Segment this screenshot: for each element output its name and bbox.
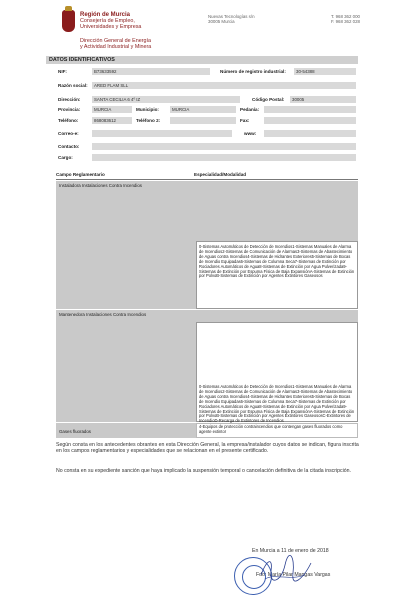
signature-date: En Murcia a 11 de enero de 2018 (252, 548, 329, 554)
header-phone: T. 968 362 000 (330, 14, 360, 19)
table-row-campo (56, 181, 196, 309)
org-line2: Consejería de Empleo, (80, 18, 135, 25)
region-murcia-crest-icon (62, 10, 75, 32)
campo-cell: Instaladora Instalaciones Contra Incendios (59, 183, 142, 188)
pedania-value (264, 106, 356, 113)
cp-label: Código Postal: (252, 97, 285, 102)
org-block (80, 12, 190, 31)
telefono2-value (170, 117, 236, 124)
telefono2-label: Teléfono 2: (136, 118, 161, 123)
fax-label: Fax: (240, 118, 250, 123)
www-label: www: (244, 131, 257, 136)
razon-value: ARED FLAM SLL (92, 82, 356, 89)
reg-label: Número de registro industrial: (220, 69, 286, 74)
provincia-label: Provincia: (58, 107, 81, 112)
address-block (208, 14, 288, 24)
especialidad-cell: 0-Sistemas Automáticos de Detección de Incendios1-Sistemas Manuales de Alarma de Incendios2-Sistemas de Comunicación de Alarmas3-Sistemas de Abastecimiento de Aguas contra Incendios4-Sistemas de Hidrantes Exteriores5-Sistemas de Bocas de Incendio Equipadas6-Sistemas de Columna Seca7-Sistemas de Extinción por Rociadores Automáticos de Agua8-Sistemas de Extinción por Agua Pulverizada9-Sistemas de Extinción por Espuma Física de Baja ExpansiónA-Sistemas de Extinción por PolvoB-Sistemas de Extinción por Agentes Extintores Gaseosos (196, 241, 358, 309)
sanction-paragraph: No consta en su expediente sanción que haya implicado la suspensión temporal o cancelación definitiva de la citada inscripción. (56, 468, 352, 474)
signature-signer: Fdo: María Pilar Mangas Vargas (256, 572, 331, 578)
razon-label: Razón social: (58, 83, 88, 88)
dg-line1: Dirección General de Energía (80, 38, 152, 44)
org-title: Región de Murcia (80, 12, 131, 18)
address-line2: 30005 Murcia (208, 19, 235, 25)
campo-cell: Gases fluorados (59, 429, 91, 434)
direccion-value: SANTA CECILIA 6 4º IZ (92, 96, 240, 103)
telefono-value: 868083612 (92, 117, 132, 124)
nif-value: B73633592 (92, 68, 210, 75)
cargo-label: Cargo: (58, 155, 73, 160)
especialidad-cell: 4-Equipos de protección contraincendios que contengan gases fluorados como agente extintor (196, 423, 358, 438)
provincia-value: MURCIA (92, 106, 132, 113)
table-row-especialidad (196, 310, 358, 422)
table-row-campo (56, 423, 196, 438)
www-value (264, 130, 356, 137)
table-row-especialidad (196, 423, 358, 438)
handwritten-signature-icon (255, 553, 315, 587)
pedania-label: Pedanía: (240, 107, 260, 112)
fax-value (264, 117, 356, 124)
table-row-especialidad (196, 181, 358, 309)
org-line3: Universidades y Empresa (80, 24, 142, 31)
contacto-value (92, 143, 356, 150)
cargo-value (92, 154, 356, 161)
municipio-value: MURCIA (170, 106, 236, 113)
col-especialidad-header: Especialidad/Modalidad (194, 172, 247, 177)
campo-cell: Mantenedora Instalaciones Contra Incendios (59, 312, 147, 317)
col-campo-header: Campo Reglamentario (56, 172, 105, 177)
table-header (56, 171, 358, 180)
reg-value: 30-54388 (294, 68, 356, 75)
certification-paragraph: Según consta en los antecedentes obrantes en esta Dirección General, la empresa/instalador cuyos datos se indican, figura inscrita en los campos reglamentarios y especialidades que se relacionan en el presente certificado. (56, 442, 359, 455)
municipio-label: Municipio: (136, 107, 159, 112)
header-fax: F. 968 362 028 (330, 19, 360, 25)
correo-label: Correo-e: (58, 131, 79, 136)
contact-block (300, 14, 360, 24)
table-row-campo (56, 310, 196, 422)
dg-block (80, 38, 200, 50)
especialidad-cell: 0-Sistemas Automáticos de Detección de Incendios1-Sistemas Manuales de Alarma de Incendios2-Sistemas de Comunicación de Alarmas3-Sistemas de Abastecimiento de Aguas contra Incendios4-Sistemas de Hidrantes Exteriores5-Sistemas de Bocas de Incendio Equipadas6-Sistemas de Columna Seca7-Sistemas de Extinción por Rociadores Automáticos de Agua8-Sistemas de Extinción por Agua Pulverizada9-Sistemas de Extinción por Espuma Física de Baja ExpansiónA-Sistemas de Extinción por PolvoB-Sistemas de Extinción por Agentes Extintores GaseososC-Extintores de IncendioD-Recarga de Extintores de Incendios (196, 322, 358, 422)
address-line1: Nuevas Tecnologías s/n (208, 14, 255, 19)
dg-line2: y Actividad Industrial y Minera (80, 44, 152, 51)
contacto-label: Contacto: (58, 144, 80, 149)
direccion-label: Dirección: (58, 97, 81, 102)
cp-value: 30005 (290, 96, 356, 103)
correo-value (92, 130, 232, 137)
section-title: DATOS IDENTIFICATIVOS (46, 56, 358, 64)
nif-label: NIF: (58, 69, 67, 74)
telefono-label: Teléfono: (58, 118, 79, 123)
